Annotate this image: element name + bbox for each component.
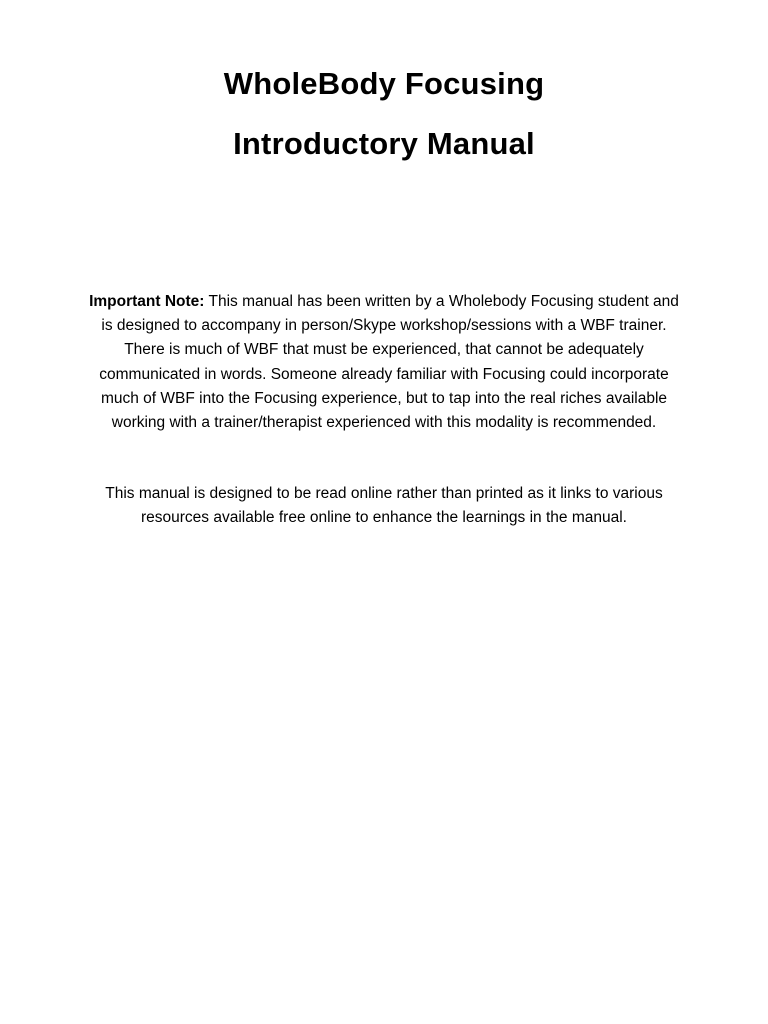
note-line: much of WBF into the Focusing experience, but to tap into the real riches available: [100, 389, 668, 407]
online-reading-paragraph: [60, 482, 708, 530]
note-line: is designed to accompany in person/Skype workshop/sessions with a WBF trainer.: [101, 317, 667, 335]
important-note-paragraph: [60, 290, 708, 435]
online-line: This manual is designed to be read online rather than printed as it links to various: [105, 485, 663, 502]
note-line: [60, 290, 708, 314]
note-line: There is much of WBF that must be experienced, that cannot be adequately: [124, 341, 644, 359]
important-note-label: Important Note:: [89, 293, 205, 310]
note-line-text: This manual has been written by a Wholebody Focusing student and: [204, 293, 679, 310]
note-line: working with a trainer/therapist experienced with this modality is recommended.: [111, 414, 657, 432]
document-subtitle: Introductory Manual: [233, 126, 535, 161]
note-line: communicated in words. Someone already familiar with Focusing could incorporate: [99, 365, 669, 383]
online-line: resources available free online to enhance the learnings in the manual.: [141, 509, 627, 527]
document-title: WholeBody Focusing: [223, 66, 545, 101]
